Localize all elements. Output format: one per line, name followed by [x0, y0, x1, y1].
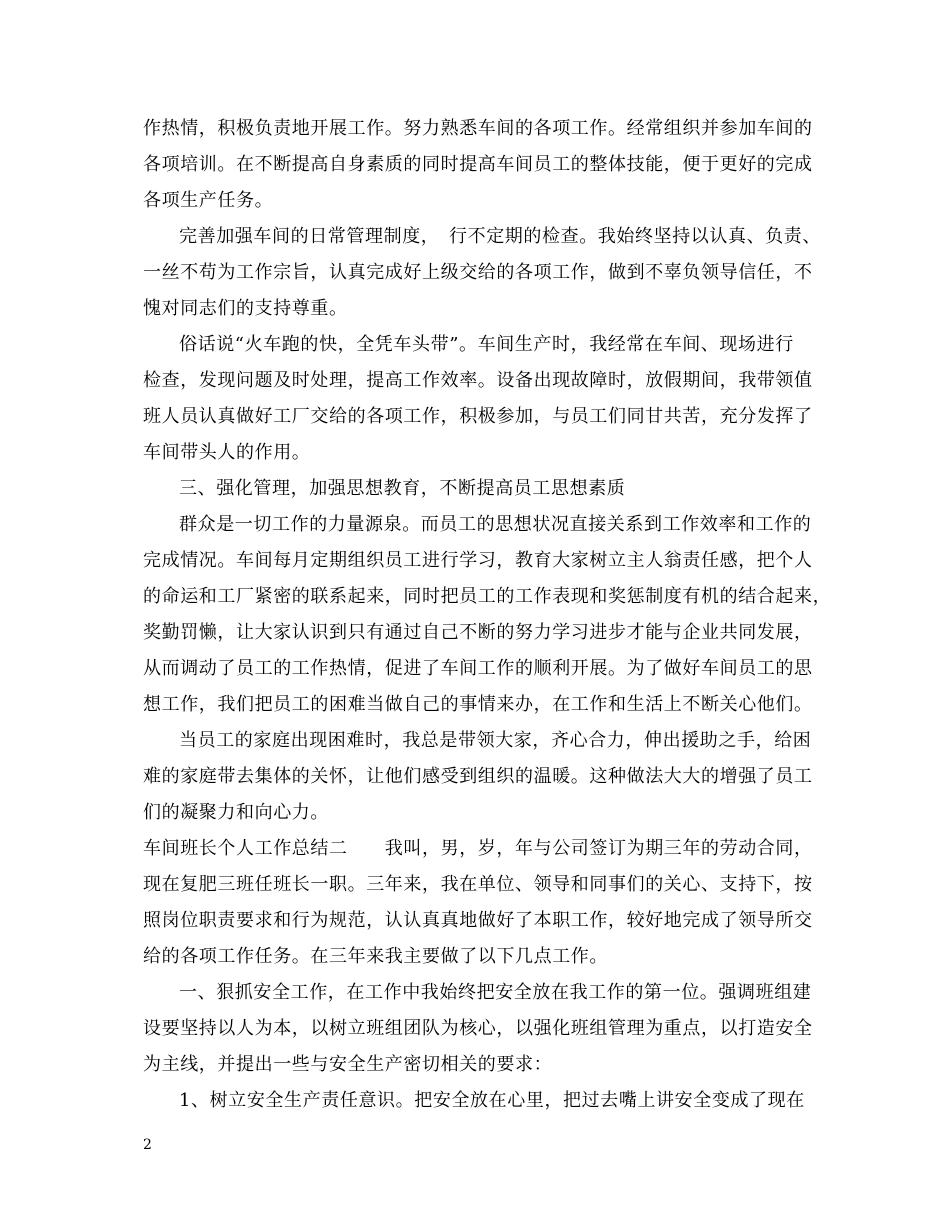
text-line: 为主线，并提出一些与安全生产密切相关的要求： — [143, 1054, 553, 1075]
text-line: 难的家庭带去集体的关怀，让他们感受到组织的温暖。这种做法大大的增强了员工 — [143, 766, 813, 787]
text-line: 设要坚持以人为本，以树立班组团队为核心，以强化班组管理为重点，以打造安全 — [143, 1018, 813, 1039]
text-line: 一、狠抓安全工作，在工作中我始终把安全放在我工作的第一位。强调班组建 — [179, 982, 812, 1003]
text-line: 班人员认真做好工厂交给的各项工作，积极参加，与员工们同甘共苦，充分发挥了 — [143, 406, 813, 427]
text-line: 想工作，我们把员工的困难当做自己的事情来办，在工作和生活上不断关心他们。 — [143, 694, 813, 715]
text-line: 照岗位职责要求和行为规范，认认真真地做好了本职工作，较好地完成了领导所交 — [143, 910, 813, 931]
page-number: 2 — [143, 1137, 152, 1153]
text-line: 奖勤罚懒，让大家认识到只有通过自己不断的努力学习进步才能与企业共同发展， — [143, 622, 813, 643]
text-line: 1、树立安全生产责任意识。把安全放在心里，把过去嘴上讲安全变成了现在 — [179, 1090, 805, 1111]
text-line: 作热情，积极负责地开展工作。努力熟悉车间的各项工作。经常组织并参加车间的 — [143, 118, 813, 139]
text-line: 车间带头人的作用。 — [143, 442, 311, 463]
text-line: 完善加强车间的日常管理制度， 行不定期的检查。我始终坚持以认真、负责、 — [179, 226, 821, 247]
text-line: 当员工的家庭出现困难时，我总是带领大家，齐心合力，伸出援助之手，给困 — [179, 730, 812, 751]
text-line: 完成情况。车间每月定期组织员工进行学习，教育大家树立主人翁责任感，把个人 — [143, 550, 813, 571]
text-line: 们的凝聚力和向心力。 — [143, 802, 329, 823]
text-line: 群众是一切工作的力量源泉。而员工的思想状况直接关系到工作效率和工作的 — [179, 514, 812, 535]
text-line: 检查，发现问题及时处理，提高工作效率。设备出现故障时，放假期间，我带领值 — [143, 370, 813, 391]
text-line: 俗话说“火车跑的快，全凭车头带”。车间生产时，我经常在车间、现场进行 — [179, 334, 794, 355]
text-line: 从而调动了员工的工作热情，促进了车间工作的顺利开展。为了做好车间员工的思 — [143, 658, 813, 679]
text-line: 给的各项工作任务。在三年来我主要做了以下几点工作。 — [143, 946, 608, 967]
text-line: 一丝不苟为工作宗旨，认真完成好上级交给的各项工作，做到不辜负领导信任，不 — [143, 262, 813, 283]
text-line: 各项培训。在不断提高自身素质的同时提高车间员工的整体技能，便于更好的完成 — [143, 154, 813, 175]
section-title-line: 车间班长个人工作总结二 我叫，男，岁，年与公司签订为期三年的劳动合同， — [143, 838, 813, 859]
text-line: 愧对同志们的支持尊重。 — [143, 298, 348, 319]
text-line: 现在复肥三班任班长一职。三年来，我在单位、领导和同事们的关心、支持下，按 — [143, 874, 813, 895]
text-line: 的命运和工厂紧密的联系起来，同时把员工的工作表现和奖惩制度有机的结合起来， — [143, 586, 832, 607]
section-heading: 三、强化管理，加强思想教育，不断提高员工思想素质 — [179, 478, 626, 499]
text-line: 各项生产任务。 — [143, 190, 274, 211]
